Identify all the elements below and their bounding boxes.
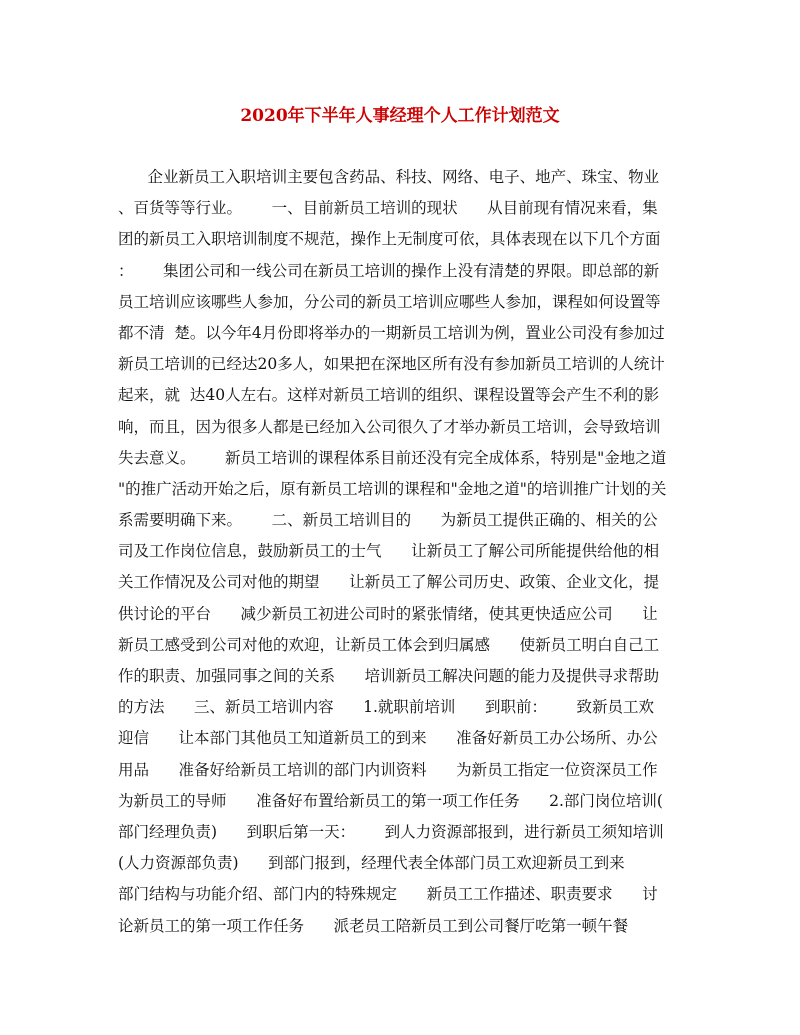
body-line: 员工培训应该哪些人参加，分公司的新员工培训应哪些人参加，课程如何设置等 bbox=[118, 292, 661, 311]
body-line: 供讨论的平台 减少新员工初进公司时的紧张情绪，使其更快适应公司 让 bbox=[118, 604, 658, 623]
body-line: 、百货等等行业。 一、目前新员工培训的现状 从目前现有情况来看，集 bbox=[118, 199, 658, 218]
body-line: 迎信 让本部门其他员工知道新员工的到来 准备好新员工办公场所、办公 bbox=[118, 729, 658, 748]
body-line: 部门结构与功能介绍、部门内的特殊规定 新员工工作描述、职责要求 讨 bbox=[118, 885, 658, 904]
body-line: (人力资源部负责) 到部门报到，经理代表全体部门员工欢迎新员工到来 bbox=[118, 854, 625, 873]
body-line: 团的新员工入职培训制度不规范，操作上无制度可依，具体表现在以下几个方面 bbox=[118, 230, 661, 249]
body-line: 作的职责、加强同事之间的关系 培训新员工解决问题的能力及提供寻求帮助 bbox=[118, 667, 660, 685]
body-line: 都不清 楚。以今年4月份即将举办的一期新员工培训为例，置业公司没有参加过 bbox=[118, 323, 665, 342]
body-line: 部门经理负责) 到职后第一天： 到人力资源部报到，进行新员工须知培训 bbox=[118, 822, 664, 841]
body-line: "的推广活动开始之后，原有新员工培训的课程和"金地之道"的培训推广计划的关 bbox=[118, 479, 667, 498]
document-title: 2020年下半年人事经理个人工作计划范文 bbox=[240, 106, 560, 126]
body-line: 用品 准备好给新员工培训的部门内训资料 为新员工指定一位资深员工作 bbox=[118, 760, 658, 779]
body-line: 失去意义。 新员工培训的课程体系目前还没有完全成体系，特别是"金地之道 bbox=[118, 448, 667, 467]
body-line: 企业新员工入职培训主要包含药品、科技、网络、电子、地产、珠宝、物业 bbox=[118, 168, 660, 186]
body-line: 新员工感受到公司对他的欢迎，让新员工体会到归属感 使新员工明白自己工 bbox=[118, 635, 660, 654]
document-body bbox=[118, 162, 688, 942]
body-line: 司及工作岗位信息，鼓励新员工的士气 让新员工了解公司所能提供给他的相 bbox=[118, 542, 660, 561]
body-line: 起来，就 达40人左右。这样对新员工培训的组织、课程设置等会产生不利的影 bbox=[118, 386, 660, 405]
body-line: 论新员工的第一项工作任务 派老员工陪新员工到公司餐厅吃第一顿午餐 bbox=[118, 916, 629, 935]
body-line: 为新员工的导师 准备好布置给新员工的第一项工作任务 2.部门岗位培训( bbox=[118, 791, 663, 810]
body-line: 系需要明确下来。 二、新员工培训目的 为新员工提供正确的、相关的公 bbox=[118, 511, 658, 530]
body-line: 关工作情况及公司对他的期望 让新员工了解公司历史、政策、企业文化，提 bbox=[118, 573, 660, 592]
body-line: 响，而且，因为很多人都是已经加入公司很久了才举办新员工培训，会导致培训 bbox=[118, 417, 661, 436]
body-line: 新员工培训的已经达20多人，如果把在深地区所有没有参加新员工培训的人统计 bbox=[118, 355, 665, 374]
body-line: ： 集团公司和一线公司在新员工培训的操作上没有清楚的界限。即总部的新 bbox=[118, 261, 660, 280]
body-line: 的方法 三、新员工培训内容 1.就职前培训 到职前： 致新员工欢 bbox=[118, 698, 655, 717]
